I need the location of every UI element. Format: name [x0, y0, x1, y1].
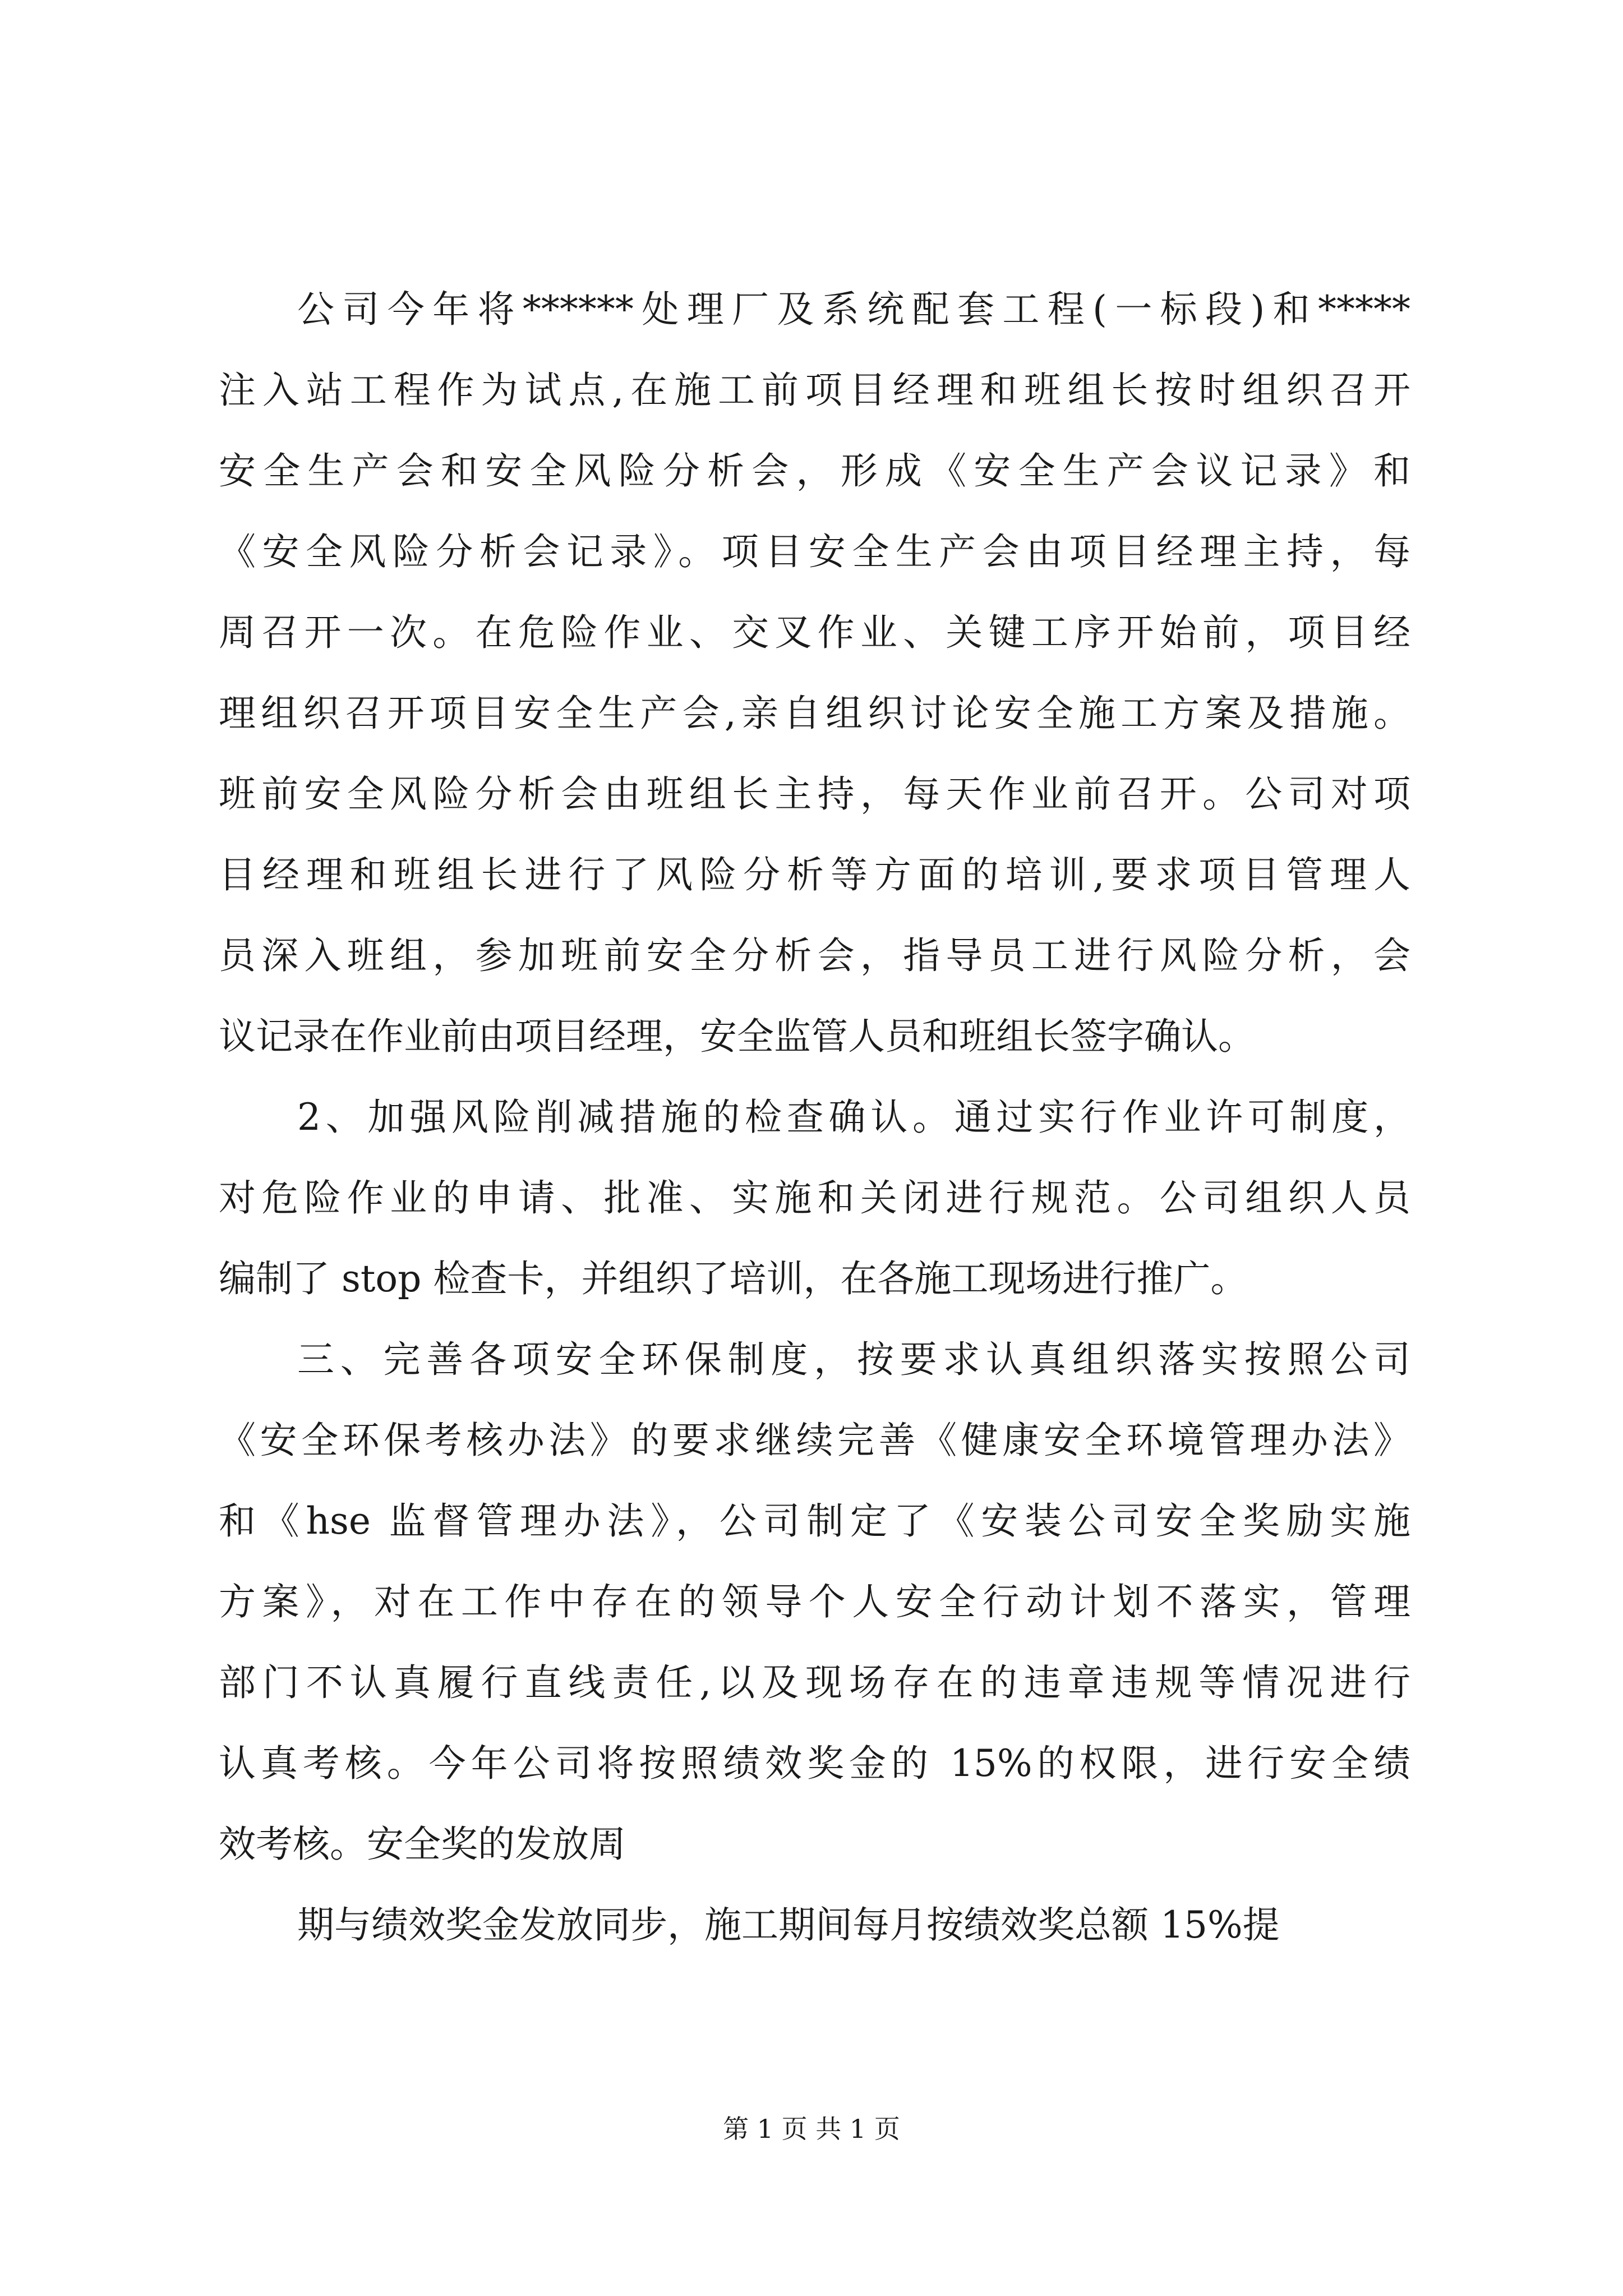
paragraph-line: 公司今年将******处理厂及系统配套工程(一标段)和***** — [297, 288, 1410, 331]
page-number-footer: 第 1 页 共 1 页 — [723, 2114, 900, 2144]
paragraph-line: 编制了 stop 检查卡，并组织了培训，在各施工现场进行推广。 — [219, 1257, 1248, 1300]
paragraph-line: 对危险作业的申请、批准、实施和关闭进行规范。公司组织人员 — [219, 1176, 1410, 1220]
paragraph-line: 期与绩效奖金发放同步，施工期间每月按绩效奖总额 15%提 — [297, 1903, 1280, 1947]
paragraph-line: 效考核。安全奖的发放周 — [219, 1823, 626, 1866]
paragraph-line: 注入站工程作为试点,在施工前项目经理和班组长按时组织召开 — [219, 369, 1410, 412]
paragraph-line: 认真考核。今年公司将按照绩效奖金的 15%的权限，进行安全绩 — [219, 1742, 1410, 1785]
paragraph-line: 三、完善各项安全环保制度，按要求认真组织落实按照公司 — [297, 1338, 1410, 1381]
paragraph-line: 周召开一次。在危险作业、交叉作业、关键工序开始前，项目经 — [219, 611, 1410, 654]
paragraph-line: 安全生产会和安全风险分析会，形成《安全生产会议记录》和 — [219, 449, 1410, 493]
paragraph-line: 班前安全风险分析会由班组长主持，每天作业前召开。公司对项 — [219, 772, 1410, 816]
paragraph-line: 议记录在作业前由项目经理，安全监管人员和班组长签字确认。 — [219, 1015, 1255, 1058]
paragraph-line: 《安全环保考核办法》的要求继续完善《健康安全环境管理办法》 — [219, 1419, 1410, 1462]
paragraph-line: 目经理和班组长进行了风险分析等方面的培训,要求项目管理人 — [219, 853, 1410, 896]
paragraph-line: 和《hse 监督管理办法》，公司制定了《安装公司安全奖励实施 — [219, 1499, 1410, 1543]
paragraph-line: 《安全风险分析会记录》。项目安全生产会由项目经理主持，每 — [219, 530, 1410, 573]
paragraph-line: 理组织召开项目安全生产会,亲自组织讨论安全施工方案及措施。 — [219, 692, 1410, 735]
paragraph-line: 2、加强风险削减措施的检查确认。通过实行作业许可制度， — [297, 1096, 1410, 1139]
body-text — [219, 269, 1410, 1966]
paragraph-line: 部门不认真履行直线责任,以及现场存在的违章违规等情况进行 — [219, 1661, 1410, 1704]
paragraph-line: 员深入班组，参加班前安全分析会，指导员工进行风险分析，会 — [219, 934, 1410, 977]
paragraph-line: 方案》，对在工作中存在的领导个人安全行动计划不落实，管理 — [219, 1580, 1410, 1623]
